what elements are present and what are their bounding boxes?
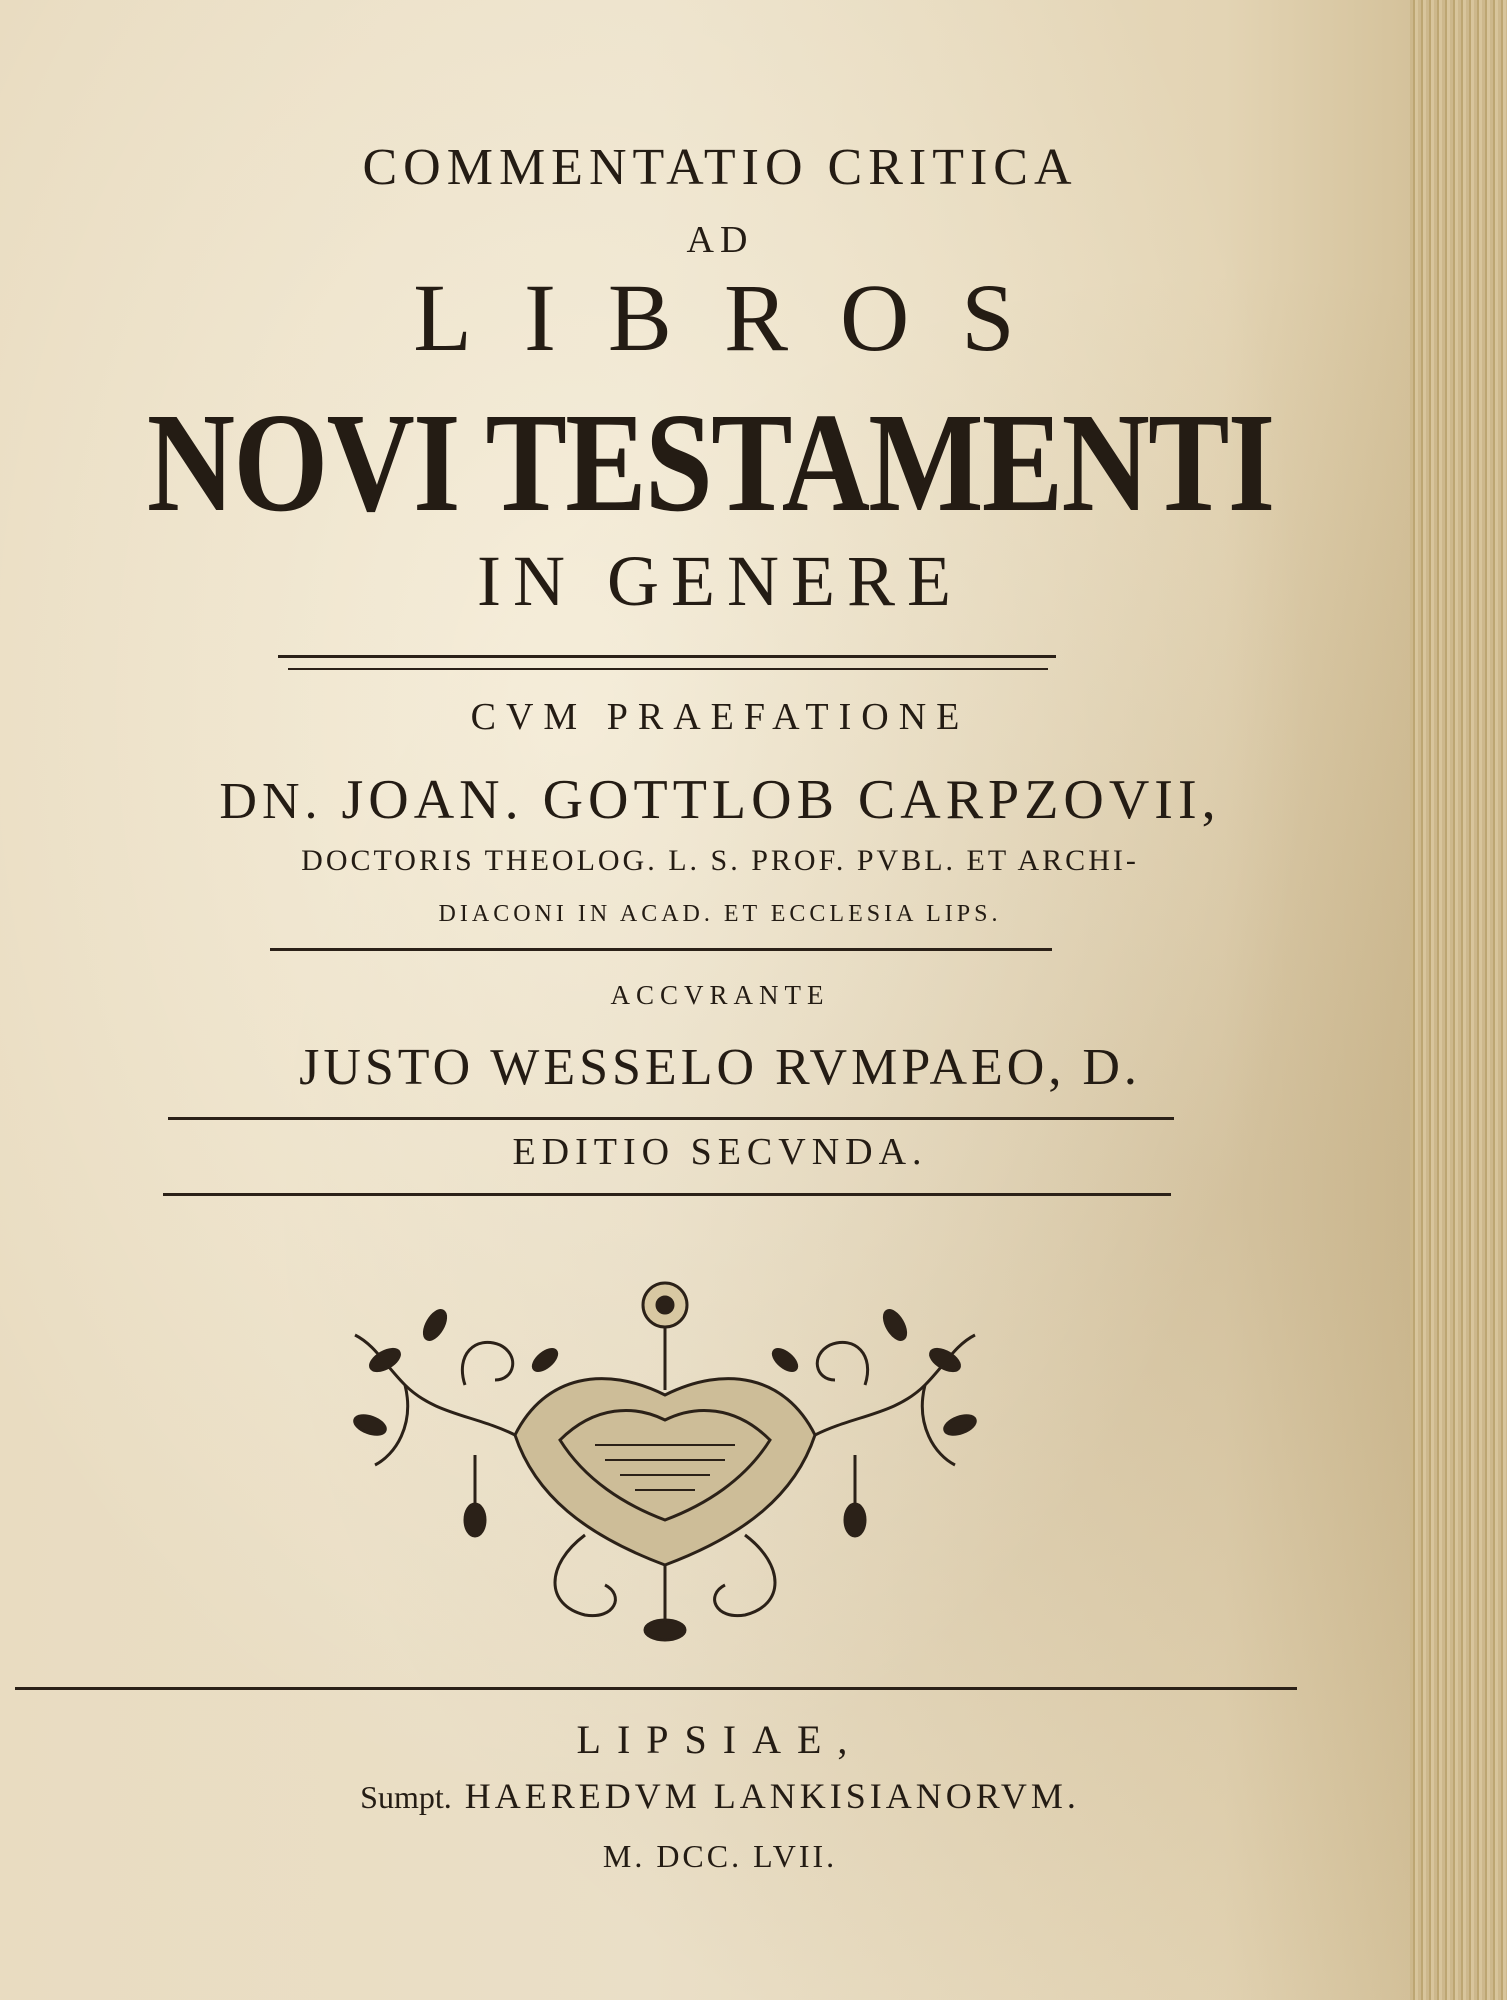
- rule-after-author: [270, 948, 1052, 951]
- author-name: JOAN. GOTTLOB CARPZOVII,: [341, 769, 1221, 831]
- double-rule-top: [278, 655, 1056, 658]
- editor-line: JUSTO WESSELO RVMPAEO, D.: [299, 1039, 1141, 1096]
- edition-line: EDITIO SECVNDA.: [512, 1131, 928, 1173]
- place-line: LIPSIAE,: [576, 1717, 864, 1762]
- title-line-novi-testamenti: NOVI TESTAMENTI: [146, 383, 1274, 541]
- title-line-commentatio: COMMENTATIO CRITICA: [362, 139, 1078, 196]
- publisher-prefix: Sumpt.: [360, 1779, 452, 1815]
- floral-ornament: [345, 1265, 985, 1645]
- rule-after-editor: [168, 1117, 1174, 1120]
- author-title-line-2: DIACONI IN ACAD. ET ECCLESIA LIPS.: [438, 901, 1002, 927]
- accurante-line: ACCVRANTE: [610, 980, 830, 1010]
- rule-after-edition: [163, 1193, 1171, 1196]
- author-title-line-1: DOCTORIS THEOLOG. L. S. PROF. PVBL. ET ARCHI-: [301, 844, 1139, 877]
- author-line: [0, 768, 1440, 832]
- publisher-name: HAEREDVM LANKISIANORVM.: [464, 1776, 1080, 1816]
- publisher-line: [0, 1775, 1440, 1817]
- year-line: M. DCC. LVII.: [602, 1838, 838, 1874]
- rule-before-imprint: [15, 1687, 1297, 1690]
- title-line-in-genere: IN GENERE: [477, 541, 963, 621]
- author-prefix: DN.: [219, 773, 323, 830]
- page-edges: [1410, 0, 1507, 2000]
- praefatio-line: CVM PRAEFATIONE: [470, 696, 970, 738]
- title-line-libros: LIBROS: [413, 264, 1067, 371]
- double-rule-bottom: [288, 668, 1048, 670]
- title-line-ad: AD: [686, 219, 754, 261]
